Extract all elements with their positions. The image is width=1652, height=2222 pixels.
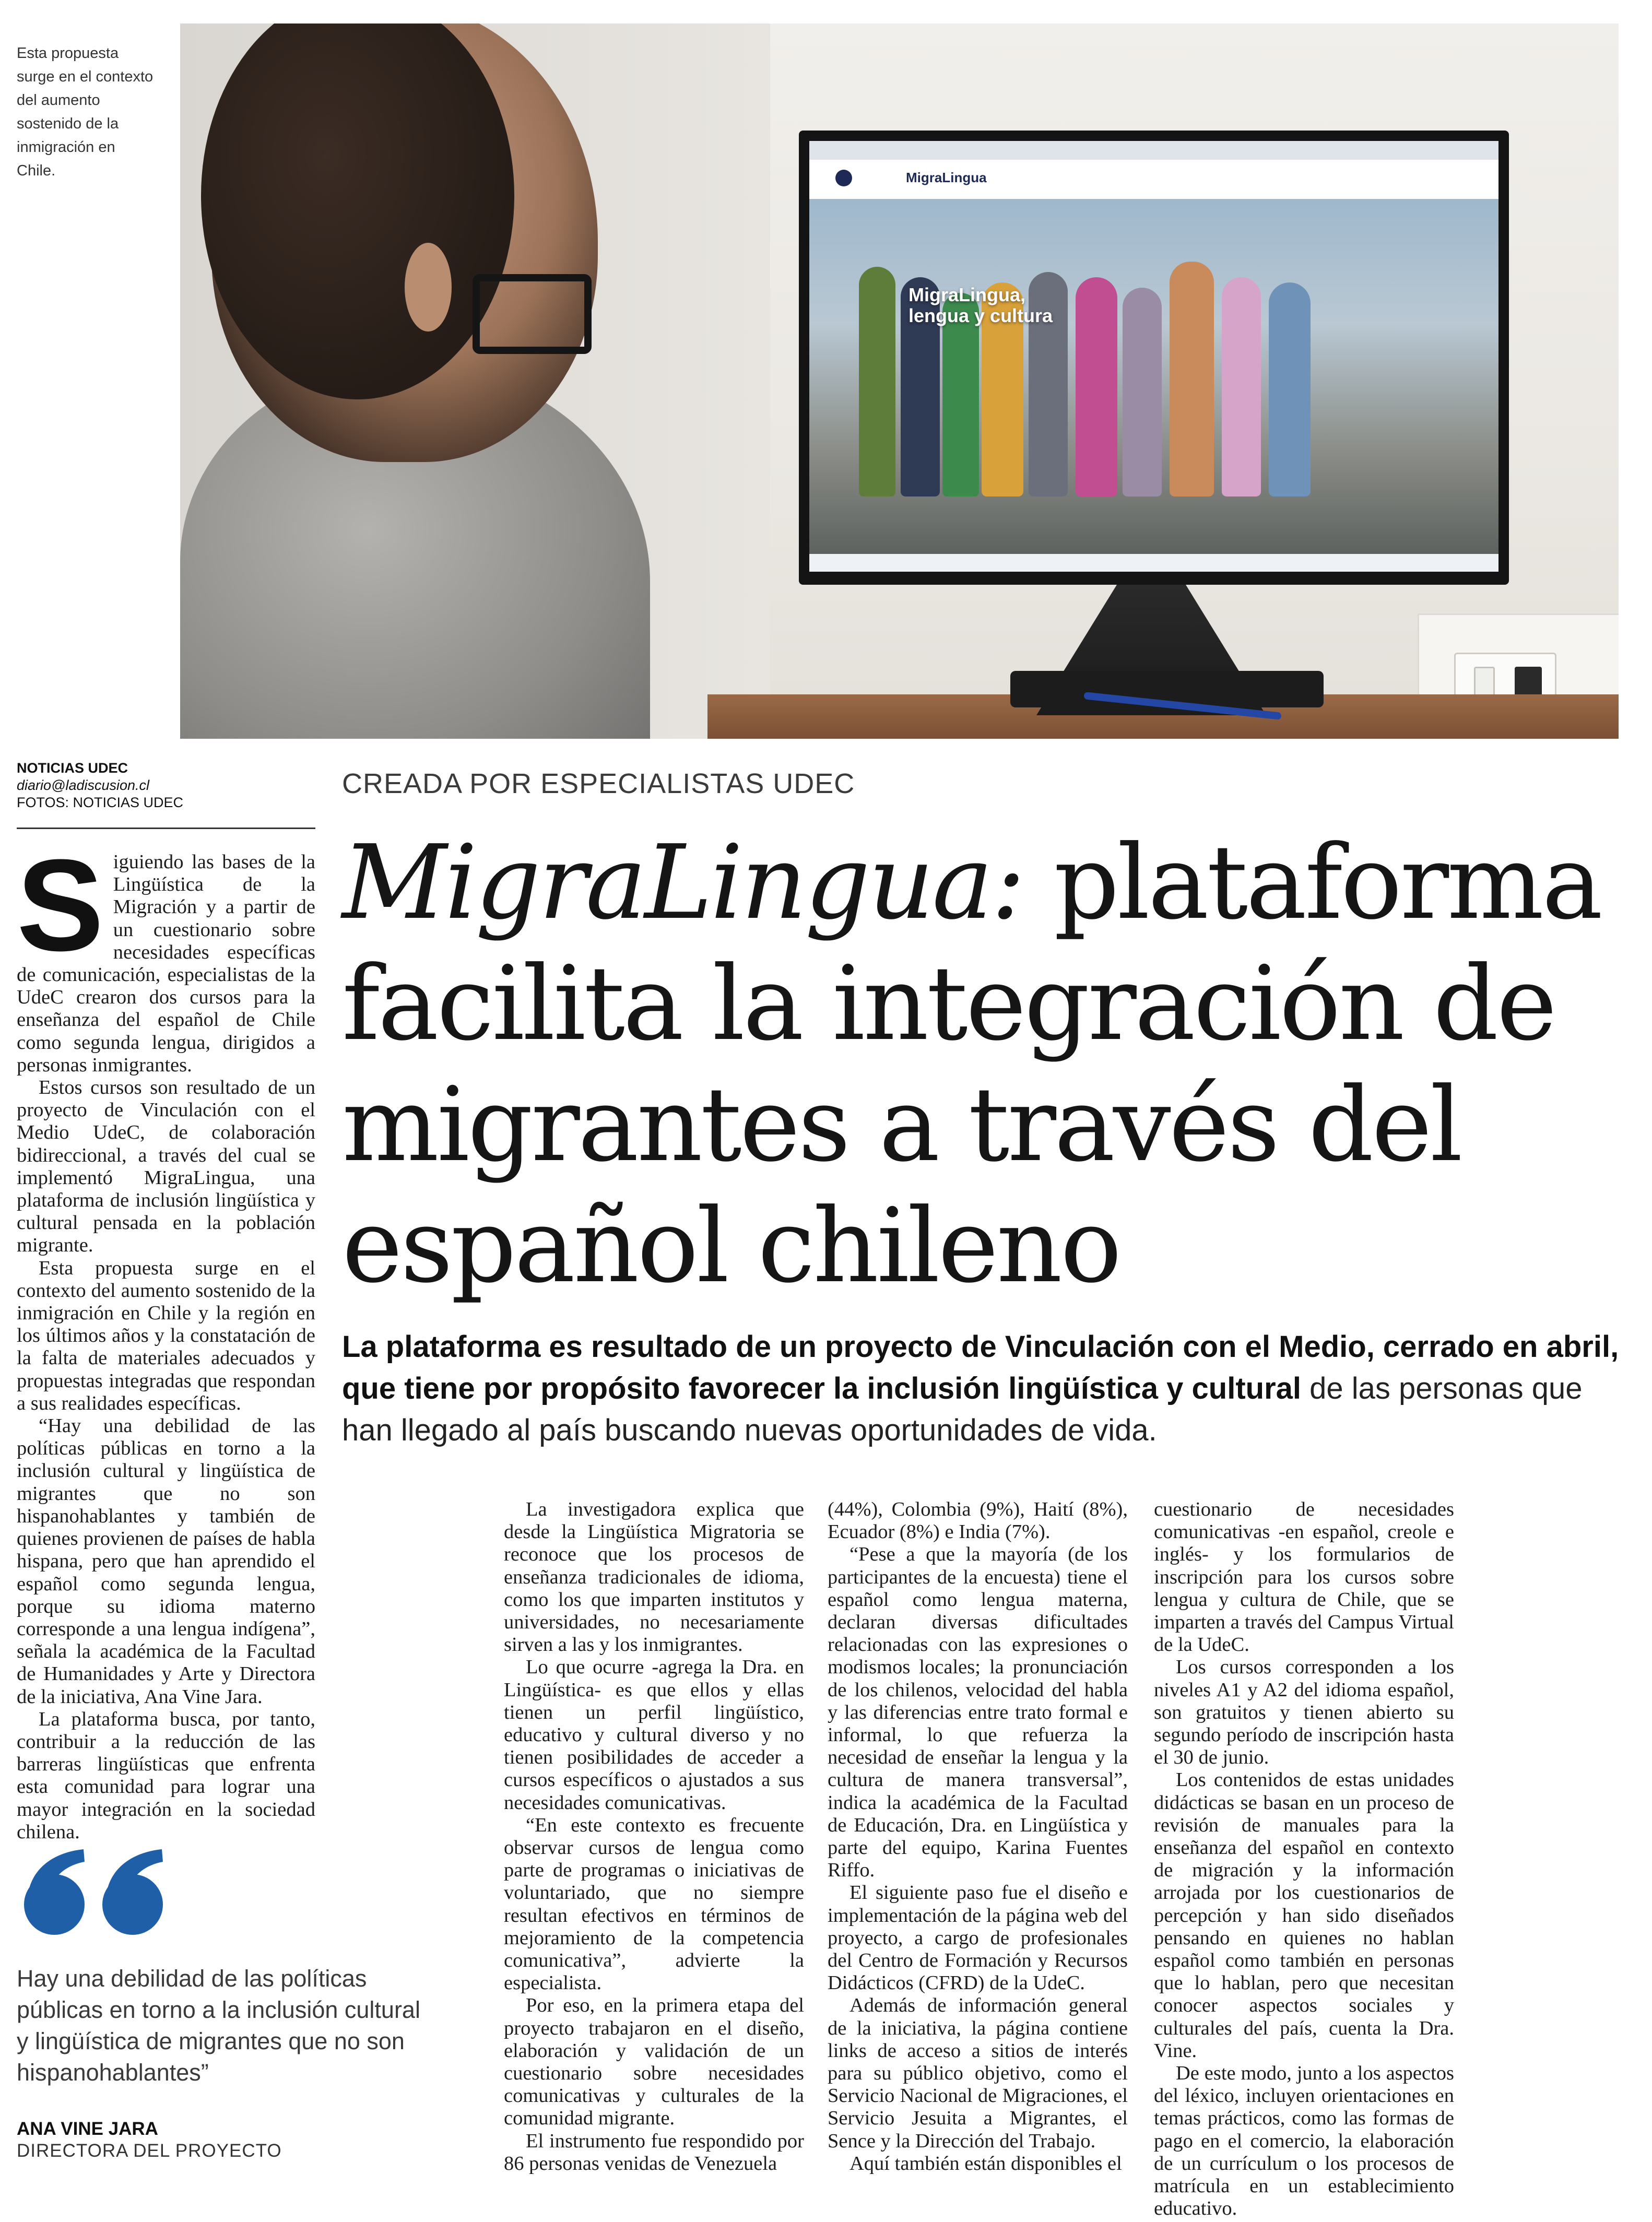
person-figure — [1269, 282, 1311, 497]
article-photo — [180, 23, 1619, 739]
headline — [342, 822, 1632, 1307]
pull-quote-author: ANA VINE JARA — [17, 2119, 158, 2139]
body-column-4 — [1154, 1498, 1454, 2220]
body-paragraph: “En este contexto es frecuente observar cursos de lengua como parte de programas o iniciativas de voluntariado, que no siempre resultan efectivos en términos de mejoramiento de la competencia comunicativa”, advierte la especialista. — [504, 1814, 804, 1994]
photo-caption: Esta propuesta surge en el contexto del aumento sostenido de la inmigración en Chile. — [17, 45, 154, 179]
browser-tab-bar — [809, 141, 1498, 161]
body-paragraph — [17, 832, 315, 1077]
person-ear — [405, 243, 452, 332]
monitor-screen — [809, 141, 1498, 572]
drop-cap: S — [17, 832, 104, 978]
headline-rest: plataforma facilita la integración de migrantes a través del español chileno — [342, 823, 1601, 1306]
pull-quote-role: DIRECTORA DEL PROYECTO — [17, 2141, 282, 2161]
person-figure — [859, 267, 895, 497]
body-paragraph: Además de información general de la iniciativa, la página contiene links de acceso a sitios de interés para su público objetivo, como el Servicio Nacional de Migraciones, el Servicio Jesuita a Migrantes, el Sence y la Dirección del Trabajo. — [828, 1994, 1128, 2152]
body-paragraph: El instrumento fue respondido por 86 personas venidas de Venezuela — [504, 2130, 804, 2174]
body-paragraph: cuestionario de necesidades comunicativas -en español, creole e inglés- y los formularios de inscripción para los cursos sobre lengua y cultura de Chile, que se imparten a través del Campus Virtual de la UdeC. — [1154, 1498, 1454, 1656]
body-column-2 — [504, 1498, 804, 2175]
body-paragraph: Los contenidos de estas unidades didácticas se basan en un proceso de revisión de manuales para la enseñanza del español en contexto de migración y la información arrojada por los cuestionarios de percepción y han sido diseñados pensando en quienes no hablan español como también en personas que lo hablan, pero que necesitan conocer aspectos sociales y culturales del país, cuenta la Dra. Vine. — [1154, 1769, 1454, 2062]
body-paragraph: (44%), Colombia (9%), Haití (8%), Ecuador (8%) e India (7%). — [828, 1498, 1128, 1543]
body-paragraph: Esta propuesta surge en el contexto del aumento sostenido de la inmigración en Chile y la región en los últimos años y la constatación de la falta de materiales adecuados y propuestas integradas que respondan a sus realidades específicas. — [17, 1257, 315, 1414]
body-column-1 — [17, 832, 315, 1843]
udec-logo — [835, 170, 852, 186]
pull-quote-text: Hay una debilidad de las políticas públicas en torno a la inclusión cultural y lingüística de migrantes que no son hispanohablantes” — [17, 1965, 420, 2086]
body-paragraph: El siguiente paso fue el diseño e implementación de la página web del proyecto, a cargo de profesionales del Centro de Formación y Recursos Didácticos (CFRD) de la UdeC. — [828, 1882, 1128, 1994]
person-figure — [1123, 288, 1162, 497]
person-figure — [1170, 262, 1214, 497]
socket-plug — [1515, 667, 1542, 698]
body-paragraph: Por eso, en la primera etapa del proyecto trabajaron en el diseño, elaboración y validación de un cuestionario sobre necesidades comunicativas y culturales de la comunidad migrante. — [504, 1994, 804, 2130]
person-figure — [1222, 277, 1261, 497]
body-paragraph: “Hay una debilidad de las políticas públicas en torno a la inclusión cultural y lingüística de migrantes que no son hispanohablantes y también de quienes provienen de países de habla hispana, pero que han aprendido el español como segunda lengua, porque su idioma materno corresponde a una lengua indígena”, señala la académica de la Facultad de Humanidades y Arte y Directora de la iniciativa, Ana Vine Jara. — [17, 1415, 315, 1708]
paragraph-text: iguiendo las bases de la Lingüística de la Migración y a partir de un cuestionario sobre necesidades específicas de comunicación, especialistas de la UdeC crearon dos cursos para la enseñanza del español de Chile como segunda lengua, dirigidos a personas inmigrantes. — [17, 851, 315, 1076]
body-paragraph: Los cursos corresponden a los niveles A1 y A2 del idioma español, son gratuitos y tienen abierto su segundo período de inscripción hasta el 30 de junio. — [1154, 1656, 1454, 1769]
body-paragraph: Aquí también están disponibles el — [849, 2152, 1122, 2174]
site-hero-title: MigraLingua, lengua y cultura — [908, 284, 1053, 326]
deck — [342, 1326, 1632, 1451]
body-paragraph: Estos cursos son resultado de un proyecto de Vinculación con el Medio UdeC, de colaboración bidireccional, a través del cual se implementó MigraLingua, una plataforma de inclusión lingüística y cultural pensada en la población migrante. — [17, 1077, 315, 1257]
site-name: MigraLingua — [906, 170, 987, 185]
divider — [17, 828, 315, 829]
person-figure — [1076, 277, 1117, 497]
body-column-3 — [828, 1498, 1128, 2175]
byline-photos: FOTOS: NOTICIAS UDEC — [17, 795, 184, 810]
quote-icon — [17, 1848, 173, 1937]
byline-source: NOTICIAS UDEC — [17, 760, 128, 776]
person-glasses — [473, 274, 592, 354]
headline-italic: MigraLingua: — [342, 823, 1024, 942]
deck-bold: La plataforma es resultado de un proyecto de Vinculación con el Medio, cerrado en abril, que tiene por propósito favorecer la inclusión lingüística y cultural — [342, 1330, 1619, 1405]
body-paragraph: De este modo, junto a los aspectos del léxico, incluyen orientaciones en temas prácticos, como las formas de pago en el comercio, la elaboración de un currículum o los procesos de matrícula en un establecimiento educativo. — [1154, 2062, 1454, 2220]
body-paragraph: La plataforma busca, por tanto, contribuir a la reducción de las barreras lingüísticas que enfrenta esta comunidad para lograr una mayor integración en la sociedad chilena. — [17, 1708, 315, 1843]
site-hero-image — [809, 199, 1498, 554]
byline-email[interactable]: diario@ladiscusion.cl — [17, 777, 150, 793]
body-paragraph: La investigadora explica que desde la Lingüística Migratoria se reconoce que los procesos de enseñanza tradicionales de idioma, como los que imparten institutos y universidades, no necesariamente sirven a las y los inmigrantes. — [504, 1498, 804, 1656]
kicker: CREADA POR ESPECIALISTAS UDEC — [342, 768, 855, 799]
byline — [17, 760, 314, 811]
deck-regular: de las personas que han llegado al país buscando nuevas oportunidades de vida. — [342, 1372, 1583, 1447]
body-paragraph: Lo que ocurre -agrega la Dra. en Lingüística- es que ellos y ellas tienen un perfil lingüístico, educativo y cultural diverso y no tienen posibilidades de acceder a cursos específicos o ajustados a sus necesidades comunicativas. — [504, 1656, 804, 1814]
body-paragraph: “Pese a que la mayoría (de los participantes de la encuesta) tiene el español como lengua materna, declaran diversas dificultades relacionadas con las expresiones o modismos locales; la pronunciación de los chilenos, velocidad del habla y las diferencias entre trato formal e informal, lo que refuerza la necesidad de enseñar la lengua y la cultura de manera transversal”, indica la académica de la Facultad de Educación, Dra. en Lingüística y parte del equipo, Karina Fuentes Riffo. — [828, 1543, 1128, 1882]
os-taskbar — [809, 554, 1498, 572]
